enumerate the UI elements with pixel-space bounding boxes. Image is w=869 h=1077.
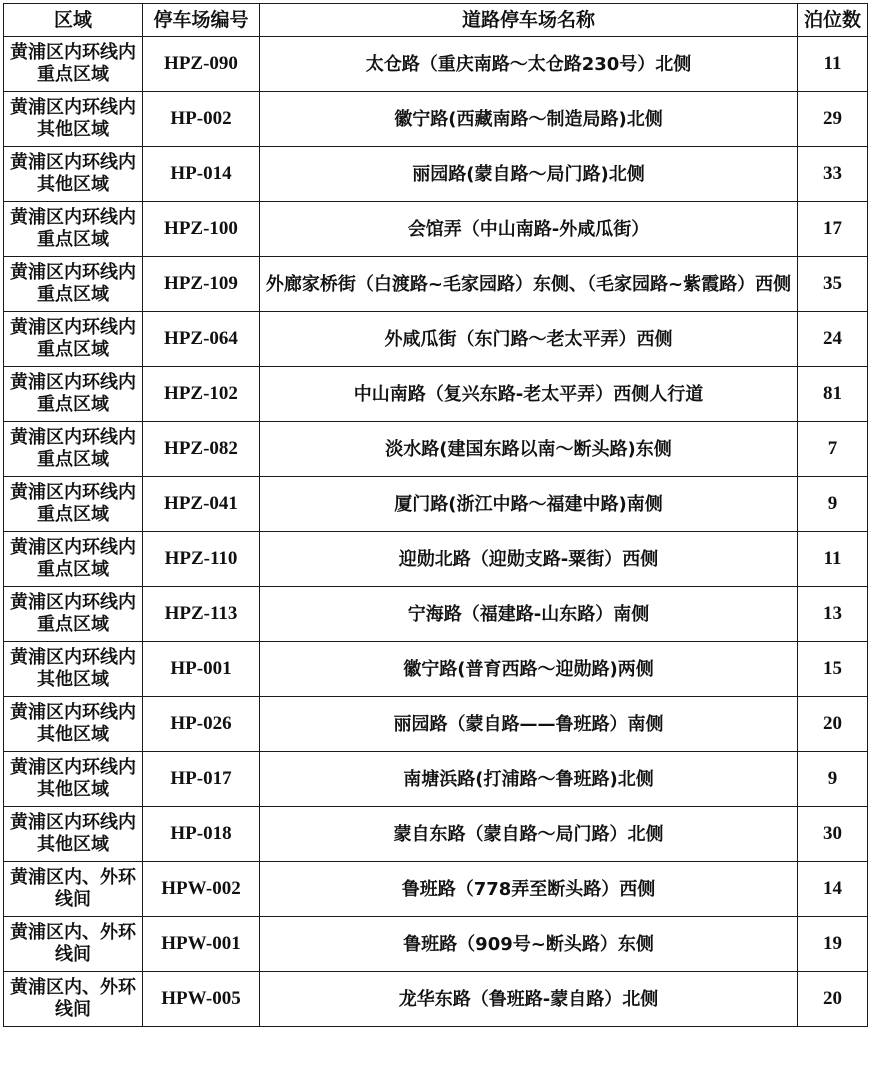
table-row xyxy=(4,587,868,642)
code-cell: HPZ-082 xyxy=(143,422,260,477)
slots-cell: 9 xyxy=(798,752,868,807)
table-row xyxy=(4,37,868,92)
name-cell: 中山南路（复兴东路-老太平弄）西侧人行道 xyxy=(260,367,798,422)
name-cell: 南塘浜路(打浦路～鲁班路)北侧 xyxy=(260,752,798,807)
slots-cell: 19 xyxy=(798,917,868,972)
table-row xyxy=(4,862,868,917)
code-cell: HP-026 xyxy=(143,697,260,752)
header-name: 道路停车场名称 xyxy=(260,4,798,37)
header-code: 停车场编号 xyxy=(143,4,260,37)
area-cell: 黄浦区内环线内重点区域 xyxy=(4,532,143,587)
slots-cell: 30 xyxy=(798,807,868,862)
area-cell: 黄浦区内环线内其他区域 xyxy=(4,752,143,807)
area-cell: 黄浦区内、外环线间 xyxy=(4,862,143,917)
table-row xyxy=(4,807,868,862)
area-cell: 黄浦区内环线内其他区域 xyxy=(4,697,143,752)
name-cell: 龙华东路（鲁班路-蒙自路）北侧 xyxy=(260,972,798,1027)
area-cell: 黄浦区内环线内重点区域 xyxy=(4,37,143,92)
name-cell: 徽宁路(普育西路～迎勋路)两侧 xyxy=(260,642,798,697)
name-cell: 蒙自东路（蒙自路～局门路）北侧 xyxy=(260,807,798,862)
code-cell: HPZ-100 xyxy=(143,202,260,257)
area-cell: 黄浦区内环线内重点区域 xyxy=(4,257,143,312)
slots-cell: 17 xyxy=(798,202,868,257)
slots-cell: 33 xyxy=(798,147,868,202)
name-cell: 外咸瓜街（东门路～老太平弄）西侧 xyxy=(260,312,798,367)
table-row xyxy=(4,92,868,147)
slots-cell: 13 xyxy=(798,587,868,642)
name-cell: 鲁班路（778弄至断头路）西侧 xyxy=(260,862,798,917)
code-cell: HP-017 xyxy=(143,752,260,807)
code-cell: HPZ-109 xyxy=(143,257,260,312)
name-cell: 鲁班路（909号~断头路）东侧 xyxy=(260,917,798,972)
area-cell: 黄浦区内环线内其他区域 xyxy=(4,807,143,862)
table-row xyxy=(4,202,868,257)
name-cell: 外廊家桥街（白渡路~毛家园路）东侧、（毛家园路~紫霞路）西侧 xyxy=(260,257,798,312)
slots-cell: 29 xyxy=(798,92,868,147)
table-row xyxy=(4,147,868,202)
table-row xyxy=(4,917,868,972)
slots-cell: 9 xyxy=(798,477,868,532)
table-row xyxy=(4,477,868,532)
name-cell: 宁海路（福建路-山东路）南侧 xyxy=(260,587,798,642)
table-row xyxy=(4,257,868,312)
table-row xyxy=(4,532,868,587)
area-cell: 黄浦区内环线内重点区域 xyxy=(4,367,143,422)
table-row xyxy=(4,642,868,697)
code-cell: HP-014 xyxy=(143,147,260,202)
name-cell: 太仓路（重庆南路～太仓路230号）北侧 xyxy=(260,37,798,92)
code-cell: HP-001 xyxy=(143,642,260,697)
slots-cell: 35 xyxy=(798,257,868,312)
header-slots: 泊位数 xyxy=(798,4,868,37)
name-cell: 徽宁路(西藏南路～制造局路)北侧 xyxy=(260,92,798,147)
area-cell: 黄浦区内环线内其他区域 xyxy=(4,147,143,202)
area-cell: 黄浦区内环线内重点区域 xyxy=(4,312,143,367)
area-cell: 黄浦区内、外环线间 xyxy=(4,917,143,972)
table-row xyxy=(4,312,868,367)
code-cell: HP-002 xyxy=(143,92,260,147)
name-cell: 会馆弄（中山南路-外咸瓜街） xyxy=(260,202,798,257)
code-cell: HPZ-041 xyxy=(143,477,260,532)
area-cell: 黄浦区内环线内重点区域 xyxy=(4,422,143,477)
code-cell: HPW-001 xyxy=(143,917,260,972)
table-row xyxy=(4,697,868,752)
parking-table xyxy=(3,3,868,1027)
code-cell: HPZ-110 xyxy=(143,532,260,587)
name-cell: 厦门路(浙江中路～福建中路)南侧 xyxy=(260,477,798,532)
table-row xyxy=(4,972,868,1027)
header-row xyxy=(4,4,868,37)
area-cell: 黄浦区内环线内重点区域 xyxy=(4,202,143,257)
slots-cell: 20 xyxy=(798,972,868,1027)
code-cell: HP-018 xyxy=(143,807,260,862)
name-cell: 淡水路(建国东路以南～断头路)东侧 xyxy=(260,422,798,477)
area-cell: 黄浦区内环线内其他区域 xyxy=(4,92,143,147)
slots-cell: 11 xyxy=(798,37,868,92)
slots-cell: 7 xyxy=(798,422,868,477)
header-area: 区域 xyxy=(4,4,143,37)
code-cell: HPZ-113 xyxy=(143,587,260,642)
code-cell: HPW-002 xyxy=(143,862,260,917)
code-cell: HPW-005 xyxy=(143,972,260,1027)
area-cell: 黄浦区内、外环线间 xyxy=(4,972,143,1027)
table-row xyxy=(4,367,868,422)
table-row xyxy=(4,422,868,477)
table-row xyxy=(4,752,868,807)
name-cell: 丽园路(蒙自路～局门路)北侧 xyxy=(260,147,798,202)
name-cell: 丽园路（蒙自路——鲁班路）南侧 xyxy=(260,697,798,752)
slots-cell: 11 xyxy=(798,532,868,587)
area-cell: 黄浦区内环线内重点区域 xyxy=(4,587,143,642)
table-body xyxy=(4,37,868,1027)
area-cell: 黄浦区内环线内重点区域 xyxy=(4,477,143,532)
slots-cell: 14 xyxy=(798,862,868,917)
code-cell: HPZ-064 xyxy=(143,312,260,367)
slots-cell: 15 xyxy=(798,642,868,697)
slots-cell: 24 xyxy=(798,312,868,367)
slots-cell: 20 xyxy=(798,697,868,752)
name-cell: 迎勋北路（迎勋支路-粟街）西侧 xyxy=(260,532,798,587)
code-cell: HPZ-090 xyxy=(143,37,260,92)
code-cell: HPZ-102 xyxy=(143,367,260,422)
slots-cell: 81 xyxy=(798,367,868,422)
area-cell: 黄浦区内环线内其他区域 xyxy=(4,642,143,697)
